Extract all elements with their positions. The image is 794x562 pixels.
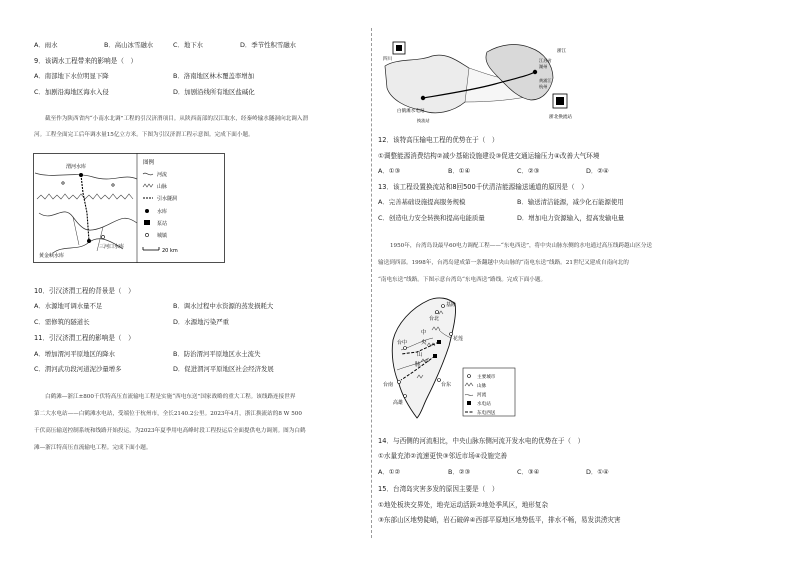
passage-baihetan-line2: 第二大水电站——白鹤滩水电站，受端位于杭州市，全长2140.2公里。2023年4月，浙江换流站的8 W 500 <box>34 411 302 417</box>
q13-option-b: B．输送清洁能源，减少化石能源使用 <box>517 198 624 206</box>
mountain-label-4: 脉 <box>415 362 421 368</box>
map2-label-converter: 换流站 <box>417 118 430 123</box>
legend-reservoir: 水库 <box>157 209 168 215</box>
city-kaohsiung: 高雄 <box>393 400 404 406</box>
q8-option-d: D．季节性积雪融水 <box>240 41 297 49</box>
legend-taiwan-river: 河流 <box>477 393 487 398</box>
taiwan-map <box>377 294 517 420</box>
legend-tunnel: 引水隧洞 <box>157 196 178 202</box>
q14-option-b: B．②③ <box>448 468 471 476</box>
column-divider <box>371 28 372 538</box>
q15-items-line1: ①地处板块交界处，地壳运动活跃②地处季风区，地形复杂 <box>378 501 549 509</box>
legend-east-to-west: 东电西送 <box>477 411 496 416</box>
legend-title: 图例 <box>143 160 155 166</box>
city-keelung: 基隆 <box>446 302 457 308</box>
q10-stem: 10．引汉济渭工程的背景是（ ） <box>34 287 135 295</box>
city-hualien: 花莲 <box>453 336 464 342</box>
map2-label-baihetan-station: 白鹤滩水电站 <box>397 109 425 114</box>
q12-option-d: D．②④ <box>586 167 609 175</box>
q15-stem: 15．台湾岛灾害多发的原因主要是（ ） <box>378 485 499 493</box>
q14-stem: 14．与西侧的河流相比，中央山脉东侧河流开发水电的优势在于（ ） <box>378 437 585 445</box>
city-taichung: 台中 <box>397 340 408 346</box>
q9-option-d: D．加剧沿线所有地区盐碱化 <box>173 88 255 96</box>
q14-items: ①水量充沛②流速更快③邻近市场④设施完善 <box>378 452 508 460</box>
map2-label-huzhou: 湖州 <box>539 64 548 69</box>
map2-label-sichuan: 四川 <box>383 57 393 62</box>
mountain-label-3: 山 <box>417 352 423 358</box>
map2-label-huangpujiang: 黄浦江 <box>539 78 552 83</box>
q12-option-c: C．②③ <box>517 167 540 175</box>
q12-option-a: A．①③ <box>378 167 401 175</box>
legend-mountain: 山脉 <box>157 184 168 190</box>
q12-stem: 12．该特高压输电工程的优势在于（ ） <box>378 136 499 144</box>
legend-pump-station: 泵站 <box>157 221 168 227</box>
q13-stem: 13．该工程设置换流站和8回500千伏清洁能源输送通道的原因是（ ） <box>378 183 588 191</box>
map2-label-jiangsu: 江苏省 <box>539 58 552 63</box>
map2-label-hangzhou: 杭州 <box>539 84 548 89</box>
q14-option-c: C．③④ <box>517 468 540 476</box>
q10-option-c: C．需修筑的隧道长 <box>34 318 90 326</box>
city-taipei: 台北 <box>429 316 440 322</box>
baihetan-transmission-map <box>377 38 617 126</box>
legend-taiwan-mountain: 山脉 <box>477 384 487 389</box>
q15-items-line2: ③东部山区地势陡峭，岩石破碎④西部平原地区地势低平，排水不畅，易发洪涝灾害 <box>378 516 621 524</box>
q8-option-b: B．高山冰雪融水 <box>104 41 154 49</box>
q9-option-b: B．洛南地区林木覆盖率增加 <box>173 72 255 80</box>
passage-hanjiang-line2: 河。工程全面完工后年调水量15亿立方米。下图为引汉济渭工程示意图。完成下面小题。 <box>34 132 254 138</box>
q14-option-d: D．①④ <box>586 468 609 476</box>
q11-option-a: A．增加渭河平原地区的降水 <box>34 350 116 358</box>
q9-option-a: A．南部地下水位明显下降 <box>34 72 109 80</box>
q9-option-c: C．加剧沿海地区海水入侵 <box>34 88 109 96</box>
q13-option-d: D．增加电力资源输入，提高发输电量 <box>517 214 625 222</box>
map2-label-zhebei-converter: 浙北换流站 <box>549 115 572 120</box>
legend-town: 城镇 <box>157 233 168 239</box>
legend-river: 河流 <box>157 172 168 178</box>
q12-option-b: B．①④ <box>448 167 471 175</box>
place-huangjinxia-reservoir: 黄金峡水库 <box>39 253 65 259</box>
passage-taiwan-line2: 输送到西部。1998年，台湾岛建成第一条翻越中央山脉的“南电东送”线路。21世纪又建成自南向北的 <box>378 260 629 266</box>
q12-items: ①调整能源消费结构②减少基础设施建设③促进交通运输压力④改善大气环境 <box>378 152 600 160</box>
passage-baihetan-line3: 千伏高压输送控制系统和线路开始投运，为2023年夏季用电高峰时段工程投运后全面提供电力调剂。图为白鹤 <box>34 428 306 434</box>
passage-taiwan-line3: “南电东送”线路。下图示意台湾岛“东电西送”路线。完成下面小题。 <box>378 277 547 283</box>
passage-baihetan-line4: 滩—浙江特高压直流输电工程。完成下面小题。 <box>34 445 152 451</box>
q8-option-a: A．雨水 <box>34 41 58 49</box>
place-sanhekou-reservoir: 三河口水库 <box>99 244 125 250</box>
q13-option-a: A．完善基础设施提高服务规模 <box>378 198 466 206</box>
legend-major-city: 主要城市 <box>477 375 496 380</box>
q13-option-c: C．创造电力安全转换和提高电能质量 <box>378 214 485 222</box>
passage-taiwan-line1: 1950年，台湾岛设最早60电力调配工程——“东电西送”，将中央山脉东侧的水电通过高压线跨越山区分送 <box>390 243 653 249</box>
mountain-label-1: 中 <box>421 330 427 336</box>
map-scale: 20 km <box>162 248 178 254</box>
q8-option-c: C．地下水 <box>173 41 204 49</box>
passage-hanjiang-line1: 截至作为陕西省内“小南水北调”工程的引汉济渭项目。从陕西南部的汉江取水，经秦岭输水隧洞向北调入渭 <box>45 116 309 122</box>
q10-option-d: D．水源地污染严重 <box>173 318 230 326</box>
legend-hydro-station: 水电站 <box>477 402 491 407</box>
q11-option-d: D．促进渭河平原地区社会经济发展 <box>173 365 274 373</box>
q10-option-a: A．水源地可调水量不足 <box>34 302 103 310</box>
passage-baihetan-line1: 白鹤滩—浙江±800千伏特高压直流输电工程是实施“西电东送”国家战略的重大工程。该线路连接世界 <box>45 394 296 400</box>
mountain-label-2: 央 <box>421 340 427 346</box>
q11-option-b: B．防治渭河平原地区水土流失 <box>173 350 261 358</box>
map2-label-zhejiang: 浙江 <box>557 49 567 54</box>
city-tainan: 台南 <box>383 382 394 388</box>
q11-stem: 11．引汉济渭工程的影响是（ ） <box>34 334 135 342</box>
q10-option-b: B．调水过程中水资源的蒸发损耗大 <box>173 302 274 310</box>
q11-option-c: C．渭河武功段河道泥沙量增多 <box>34 365 122 373</box>
q14-option-a: A．①② <box>378 468 401 476</box>
q9-stem: 9．该调水工程带来的影响是（ ） <box>34 57 138 65</box>
city-taitung: 台东 <box>441 382 452 388</box>
place-weihe-reservoir: 渭河水库 <box>66 164 87 170</box>
hanjiang-map <box>33 153 225 263</box>
